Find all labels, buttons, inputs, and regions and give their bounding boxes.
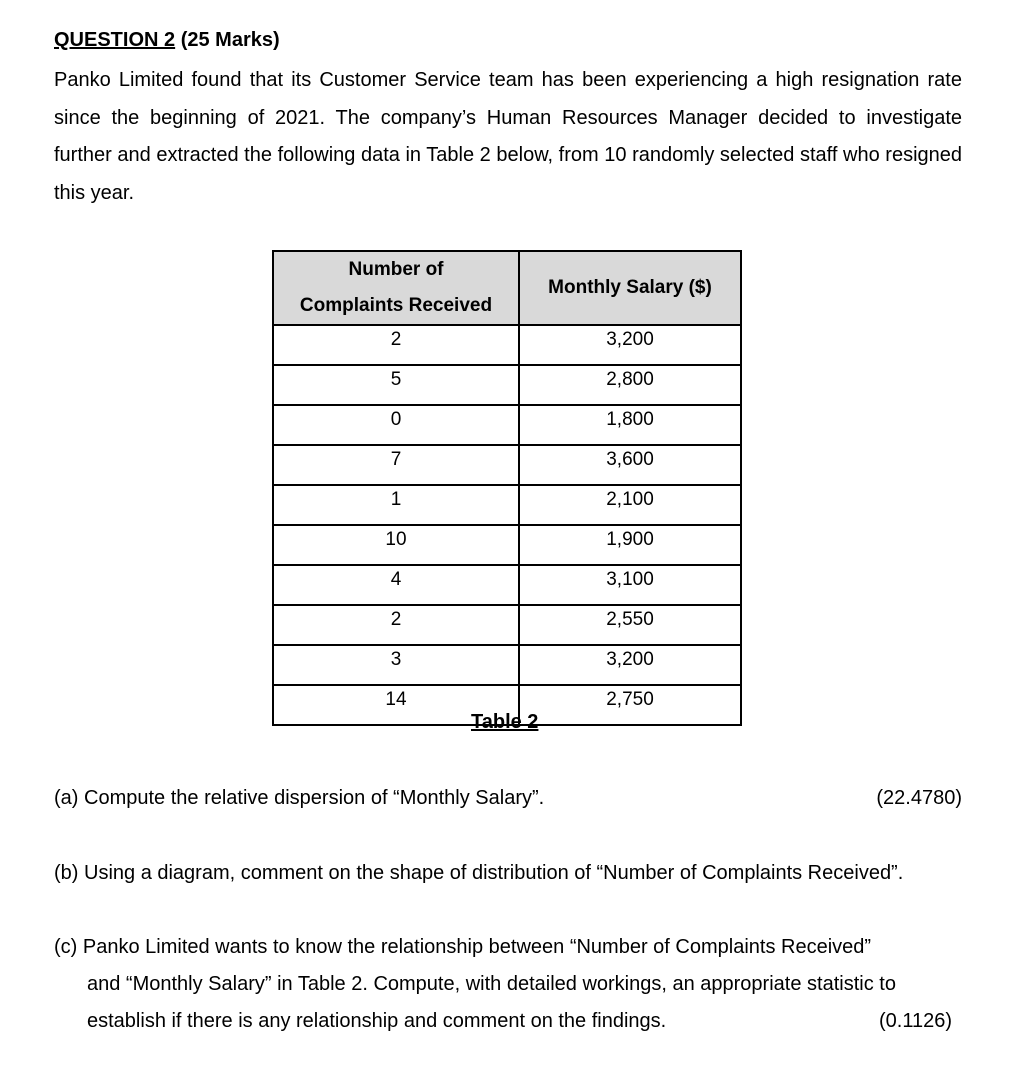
table-row [273,485,741,525]
salary-cell: 3,100 [519,565,741,605]
complaints-cell: 2 [273,605,519,645]
complaints-cell: 0 [273,405,519,445]
complaints-cell: 4 [273,565,519,605]
table-row [273,405,741,445]
complaints-cell: 14 [273,685,519,725]
part-c-line3: establish if there is any relationship and comment on the findings. [87,1010,667,1032]
part-b [54,855,984,892]
complaints-cell: 5 [273,365,519,405]
part-a-text: (a) Compute the relative dispersion of “Monthly Salary”. [54,787,545,809]
table-caption: Table 2 [471,711,539,733]
part-a-answer: (22.4780) [876,787,962,809]
part-c-line1: (c) Panko Limited wants to know the relationship between “Number of Complaints Received” [54,936,872,958]
part-c [54,929,962,1040]
complaints-cell: 7 [273,445,519,485]
intro-paragraph: Panko Limited found that its Customer Service team has been experiencing a high resignation rate since the beginning of 2021. The company’s Human Resources Manager decided to investigate further and extracted the following data in Table 2 below, from 10 randomly selected staff who resigned this year. [54,69,962,204]
question-marks: (25 Marks) [180,29,280,51]
part-a [54,780,962,817]
complaints-cell: 10 [273,525,519,565]
part-c-line3-wrap [54,1003,962,1040]
table-row [273,605,741,645]
table-row [273,365,741,405]
part-c-answer: (0.1126) [878,1010,952,1032]
part-c-line2: and “Monthly Salary” in Table 2. Compute, with detailed workings, an appropriate statistic to [87,973,896,995]
table-header-row [273,251,741,325]
salary-cell: 2,550 [519,605,741,645]
complaints-cell: 2 [273,325,519,365]
table-row [273,525,741,565]
header-complaints-line1: Number of [348,259,444,280]
part-b-text: (b) Using a diagram, comment on the shape of distribution of “Number of Complaints Received”. [54,862,904,884]
header-salary: Monthly Salary ($) [519,251,741,325]
salary-cell: 2,750 [519,685,741,725]
table-row [273,565,741,605]
table-row [273,325,741,365]
salary-cell: 3,200 [519,325,741,365]
table-row [273,445,741,485]
salary-cell: 1,900 [519,525,741,565]
header-complaints [273,251,519,325]
complaints-cell: 1 [273,485,519,525]
question-heading [54,28,280,52]
data-table [272,250,742,726]
salary-cell: 3,200 [519,645,741,685]
salary-cell: 2,800 [519,365,741,405]
complaints-cell: 3 [273,645,519,685]
table-body [273,325,741,725]
salary-cell: 1,800 [519,405,741,445]
salary-cell: 2,100 [519,485,741,525]
header-complaints-line2: Complaints Received [299,295,493,316]
salary-cell: 3,600 [519,445,741,485]
question-number: QUESTION 2 [54,29,176,51]
table-row [273,645,741,685]
